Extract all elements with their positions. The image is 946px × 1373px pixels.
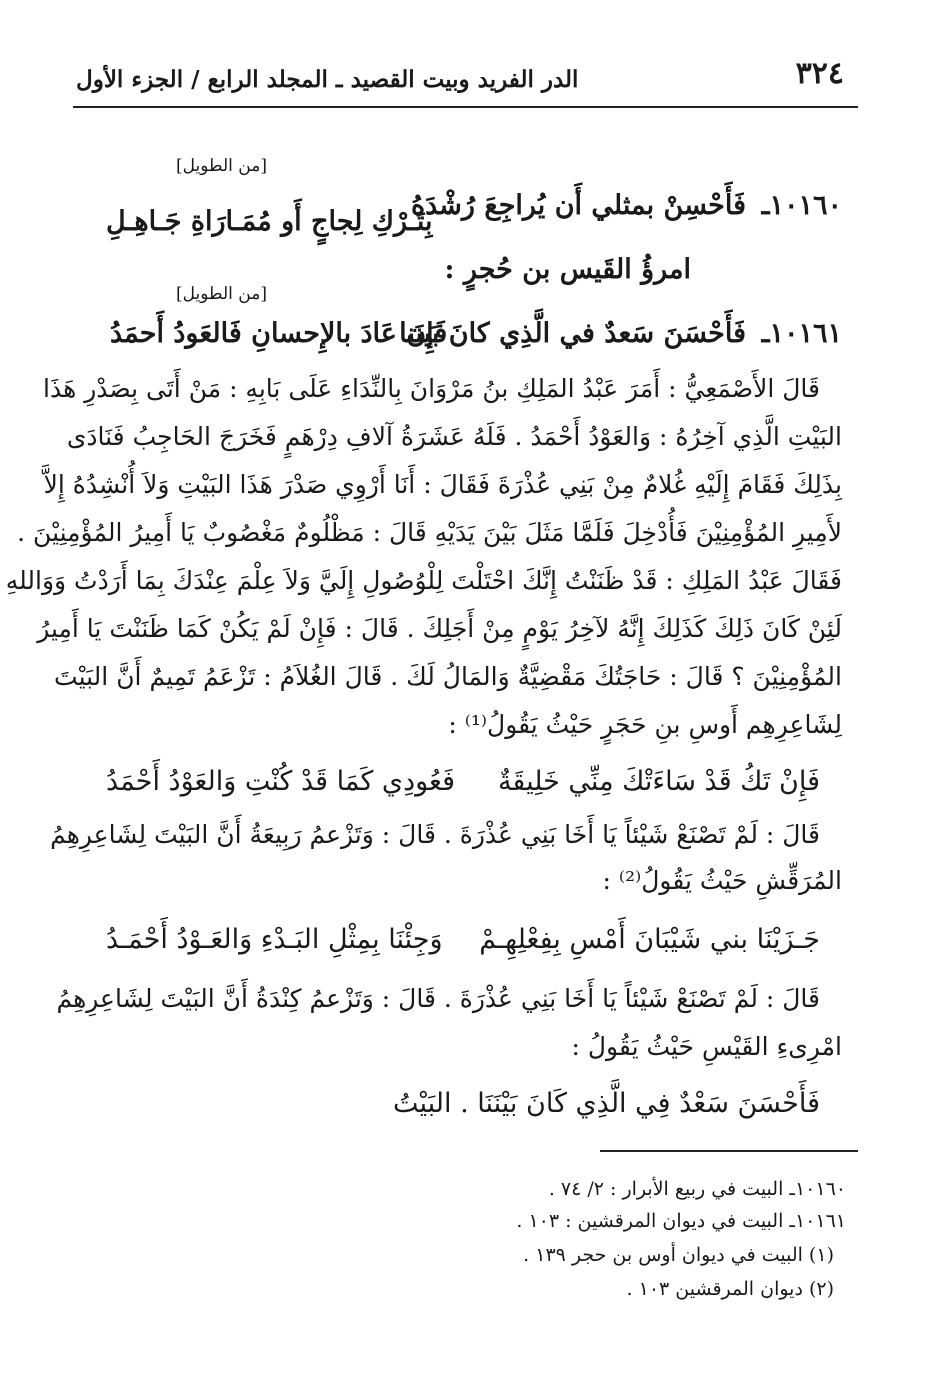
prose-line: بِذَلِكَ فَقَامَ إِلَيْهِ غُلامٌ مِنْ بَنِي عُذْرَةَ فَقَالَ : أَنَا أَرْوِي صَدْرَ هَذَا البَيْتِ وَلاَ أُنْشِدُهُ إِلاَّ [43,470,842,499]
footnote: (٢) ديوان المرقشين ١٠٣ . [626,1278,834,1300]
meter-label: [من الطويل] [176,156,267,176]
prose-line: قَالَ : لَمْ تَصْنَعْ شَيْئاً يَا أَخَا بَنِي عُذْرَةَ . قَالَ : وَتَزْعمُ كِنْدَةُ أَنَّ البَيْتَ لِشَاعِرِهِمُ [56,984,820,1013]
prose-line: قَالَ الأَصْمَعِيُّ : أَمَرَ عَبْدُ المَلِكِ بنُ مَرْوَانَ بِالنِّدَاءِ عَلَى بَابِهِ : مَنْ أَتَى بِصَدْرِ هَذَا [43,374,820,403]
prose-line: امْرِىءِ القَيْسِ حَيْثُ يَقُولُ : [571,1032,842,1061]
header-rule [73,106,858,108]
prose-line: لَئِنْ كَانَ ذَلِكَ كَذَلِكَ إِنَّهُ لآخِرُ يَوْمٍ مِنْ أَجَلِكَ . قَالَ : فَإِنْ لَمْ يَكُنْ كَمَا ظَنَنْتَ يَا أَمِيرُ [37,614,842,643]
verse-second-hemistich: فَإِن عَادَ بالإِحسانِ فَالعَودُ أَحمَدُ [110,318,448,349]
quoted-verse-reference: فَأَحْسَنَ سَعْدٌ فِي الَّذِي كَانَ بَيْنَنَا . البَيْتُ [392,1088,820,1119]
prose-line: قَالَ : لَمْ تَصْنَعْ شَيْئاً يَا أَخَا بَنِي عُذْرَةَ . قَالَ : وَتَزْعمُ رَبِيعَةُ أَنَّ البَيْتَ لِشَاعِرِهِمُ [50,820,820,849]
page-number: ٣٢٤ [795,56,844,91]
quoted-verse-second: وَجِئْنَا بِمِثْلِ البَـدْءِ وَالعَـوْدُ أَحْمَـدُ [106,924,443,955]
running-head: الدر الفريد وبيت القصيد ـ المجلد الرابع / الجزء الأول [76,66,579,93]
prose-line: المُرَقِّشِ حَيْثُ يَقُولُ⁽²⁾ : [602,866,842,895]
poet-attribution: امرؤُ القَيس بن حُجرٍ : [444,254,691,285]
quoted-verse-first: فَإِنْ تَكُ قَدْ سَاءَتْكَ مِنِّي خَلِيقَةٌ [497,766,820,797]
verse-number: ١٠١٦١ـ [761,318,842,349]
prose-line: لِشَاعِرِهِم أَوسِ بنِ حَجَرٍ حَيْثُ يَقُولُ⁽¹⁾ : [448,710,842,739]
quoted-verse-second: فَعُودِي كَمَا قَدْ كُنْتِ وَالعَوْدُ أَحْمَدُ [106,766,455,797]
verse-second-hemistich: بِتَـرْكِ لِجاجٍ أَو مُمَـارَاةِ جَـاهِـلِ [106,206,433,237]
prose-line: فَقَالَ عَبْدُ المَلِكِ : قَدْ ظَنَنْتُ إِنَّكَ احْتَلْتَ لِلْوُصُولِ إِلَيَّ وَلاَ عِلْمَ عِنْدَكَ بِمَا أَرَدْتُ وَوَاللهِ [5,566,842,595]
verse-first-hemistich: فَأَحْسِنْ بمثلي أَن يُراجِعَ رُشْدَهُ [410,190,746,221]
meter-label: [من الطويل] [176,284,267,304]
prose-line: البَيْتِ الَّذِي آخِرُهُ : وَالعَوْدُ أَحْمَدُ . فَلَهُ عَشَرَةُ آلافِ دِرْهَمٍ فَخَرَجَ الحَاجِبُ فَنَادَى [66,422,842,451]
footnote: (١) البيت في ديوان أوس بن حجر ١٣٩ . [523,1244,834,1266]
quoted-verse-first: جَـزَيْنَا بني شَيْبَانَ أَمْسِ بِفِعْلِهِـمْ [479,924,820,955]
footnote-rule [600,1150,858,1152]
prose-line: المُؤْمِنِيْنَ ؟ قَالَ : حَاجَتُكَ مَقْضِيَّةٌ وَالمَالُ لَكَ . قَالَ الغُلاَمُ : تَزْعَمُ تَمِيمٌ أَنَّ البَيْتَ [54,662,842,691]
prose-line: لأَمِيرِ المُؤْمِنِيْنَ فَأُدْخِلَ فَلَمَّا مَثَلَ بَيْنَ يَدَيْهِ قَالَ : مَظْلُومٌ مَغْصُوبٌ يَا أَمِيرُ المُؤْمِنِيْنَ . [17,518,842,547]
verse-number: ١٠١٦٠ـ [761,190,842,221]
footnote: ١٠١٦٠ـ البيت في ربيع الأبرار : ٢/ ٧٤ . [548,1178,846,1200]
verse-first-hemistich: فَأَحْسَنَ سَعدٌ في الَّذِي كانَ بَينَنا [399,318,746,349]
footnote: ١٠١٦١ـ البيت في ديوان المرقشين : ١٠٣ . [516,1210,846,1232]
